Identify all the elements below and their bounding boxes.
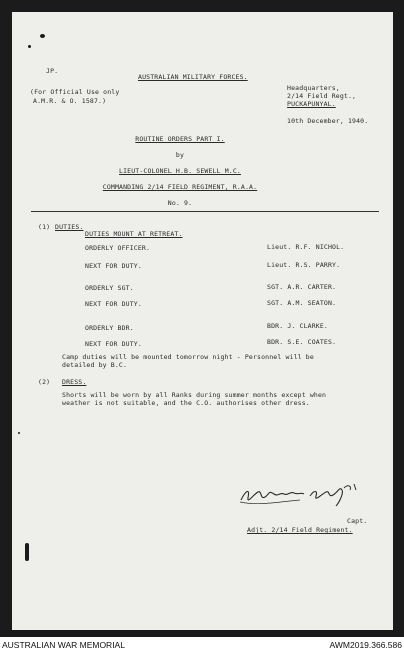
- ink-dot: [28, 45, 31, 48]
- section-1-title: DUTIES.: [55, 223, 84, 231]
- signatory-title: Adjt. 2/14 Field Regiment.: [247, 526, 353, 534]
- ink-mark: [25, 543, 29, 561]
- order-number: No. 9.: [167, 199, 193, 207]
- duty-name: BDR. J. CLARKE.: [267, 322, 328, 330]
- duty-name: SGT. A.M. SEATON.: [267, 299, 337, 307]
- camp-duties-line-1: Camp duties will be mounted tomorrow night - Personnel will be: [62, 353, 314, 361]
- duty-role: ORDERLY SGT.: [85, 284, 134, 292]
- section-divider: [31, 211, 379, 212]
- duty-role: NEXT FOR DUTY.: [85, 300, 142, 308]
- section-1-subtitle: DUTIES MOUNT AT RETREAT.: [85, 230, 183, 238]
- orders-heading: ROUTINE ORDERS PART I.: [135, 135, 225, 143]
- duty-name: BDR. S.E. COATES.: [267, 338, 337, 346]
- ink-dot: [18, 432, 20, 434]
- section-2-number: (2): [38, 378, 51, 386]
- duty-name: Lieut. R.S. PARRY.: [267, 261, 341, 269]
- camp-duties-line-2: detailed by B.C.: [62, 361, 128, 369]
- commanding-officer: LIEUT-COLONEL H.B. SEWELL M.C.: [119, 167, 241, 175]
- duty-role: ORDERLY BDR.: [85, 324, 134, 332]
- signature: [238, 480, 368, 510]
- official-use-line-1: (For Official Use only: [30, 88, 120, 96]
- duty-name: Lieut. R.F. NICHOL.: [267, 243, 345, 251]
- headquarters-line-2: 2/14 Field Regt.,: [287, 92, 357, 100]
- footer-source: AUSTRALIAN WAR MEMORIAL: [2, 640, 125, 650]
- punch-mark: [40, 34, 45, 38]
- headquarters-location: PUCKAPUNYAL.: [287, 100, 336, 108]
- official-use-line-2: A.M.R. & O. 1587.): [33, 97, 107, 105]
- dress-line-1: Shorts will be worn by all Ranks during summer months except when: [62, 391, 327, 399]
- dress-line-2: weather is not suitable, and the C.O. authorises other dress.: [62, 399, 310, 407]
- footer-accession-number: AWM2019.366.586: [329, 640, 402, 650]
- section-1-number: (1): [38, 223, 51, 231]
- footer-bar: [0, 637, 404, 653]
- duty-role: ORDERLY OFFICER.: [85, 244, 151, 252]
- by-line: by: [175, 151, 185, 159]
- duty-role: NEXT FOR DUTY.: [85, 340, 142, 348]
- headquarters-line-1: Headquarters,: [287, 84, 340, 92]
- duty-name: SGT. A.R. CARTER.: [267, 283, 337, 291]
- signatory-rank: Capt.: [347, 517, 368, 525]
- reference-code: JP.: [46, 67, 59, 75]
- section-2-title: DRESS.: [62, 378, 87, 386]
- document-title: AUSTRALIAN MILITARY FORCES.: [138, 73, 248, 81]
- document-date: 10th December, 1940.: [287, 117, 369, 125]
- duty-role: NEXT FOR DUTY.: [85, 262, 142, 270]
- command-line: COMMANDING 2/14 FIELD REGIMENT, R.A.A.: [102, 183, 258, 191]
